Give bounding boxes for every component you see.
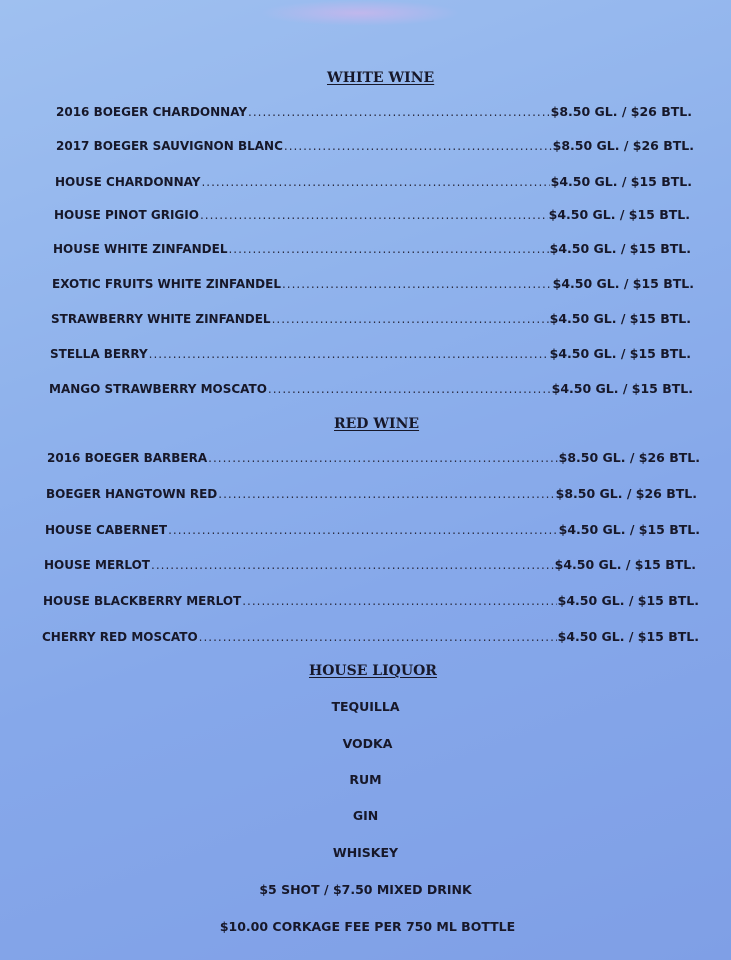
menu-item [50,346,691,364]
item-name: MANGO STRAWBERRY MOSCATO [49,382,267,396]
dot-leader [149,347,549,361]
item-name: HOUSE CHARDONNAY [55,175,201,189]
dot-leader [284,139,552,153]
item-price: $4.50 GL. / $15 BTL. [552,276,694,291]
menu-item [45,522,700,540]
menu-item [47,450,700,468]
item-name: HOUSE WHITE ZINFANDEL [53,242,228,256]
item-name: HOUSE CABERNET [45,523,168,537]
menu-item [51,311,691,329]
menu-item [53,241,691,259]
item-price: $4.50 GL. / $15 BTL. [554,557,696,572]
item-price: $4.50 GL. / $15 BTL. [548,207,690,222]
liquor-pricing: $5 SHOT / $7.50 MIXED DRINK [259,882,472,897]
liquor-item: TEQUILLA [331,699,400,714]
dot-leader [268,382,551,396]
menu-item [52,276,694,294]
menu-item [54,207,690,225]
dot-leader [228,242,548,256]
liquor-item: WHISKEY [332,845,399,860]
item-price: $4.50 GL. / $15 BTL. [550,174,692,189]
item-name: 2017 BOEGER SAUVIGNON BLANC [56,139,283,153]
white-wine-heading: WHITE WINE [327,70,435,86]
dot-leader [168,523,558,537]
dot-leader [200,208,548,222]
item-name: STELLA BERRY [50,347,148,361]
item-name: HOUSE BLACKBERRY MERLOT [43,594,242,608]
dot-leader [201,175,549,189]
dot-leader [282,277,552,291]
dot-leader [248,105,550,119]
item-price: $4.50 GL. / $15 BTL. [558,522,700,537]
menu-item [42,629,699,647]
menu-item [55,174,692,192]
dot-leader [242,594,556,608]
item-price: $8.50 GL. / $26 BTL. [555,486,697,501]
item-name: 2016 BOEGER CHARDONNAY [56,105,248,119]
item-price: $4.50 GL. / $15 BTL. [551,381,693,396]
item-name: HOUSE MERLOT [44,558,150,572]
liquor-item: GIN [352,808,379,823]
item-price: $4.50 GL. / $15 BTL. [549,241,691,256]
menu-item [56,138,694,156]
item-name: BOEGER HANGTOWN RED [46,487,218,501]
menu-item [46,486,697,504]
house-liquor-heading: HOUSE LIQUOR [309,663,437,679]
item-price: $4.50 GL. / $15 BTL. [549,311,691,326]
dot-leader [218,487,554,501]
menu-item [56,104,692,122]
item-price: $4.50 GL. / $15 BTL. [557,593,699,608]
menu-item [43,593,699,611]
dot-leader [199,630,557,644]
item-name: STRAWBERRY WHITE ZINFANDEL [51,312,271,326]
item-price: $4.50 GL. / $15 BTL. [557,629,699,644]
dot-leader [151,558,554,572]
liquor-item: VODKA [342,736,393,751]
item-name: HOUSE PINOT GRIGIO [54,208,199,222]
dot-leader [208,451,558,465]
item-name: EXOTIC FRUITS WHITE ZINFANDEL [52,277,281,291]
item-price: $4.50 GL. / $15 BTL. [549,346,691,361]
item-price: $8.50 GL. / $26 BTL. [558,450,700,465]
liquor-item: RUM [349,772,382,787]
corkage-fee: $10.00 CORKAGE FEE PER 750 ML BOTTLE [219,919,516,934]
item-name: 2016 BOEGER BARBERA [47,451,208,465]
item-price: $8.50 GL. / $26 BTL. [550,104,692,119]
dot-leader [272,312,549,326]
red-wine-heading: RED WINE [334,416,420,432]
menu-item [49,381,693,399]
item-price: $8.50 GL. / $26 BTL. [552,138,694,153]
item-name: CHERRY RED MOSCATO [42,630,198,644]
menu-item [44,557,696,575]
